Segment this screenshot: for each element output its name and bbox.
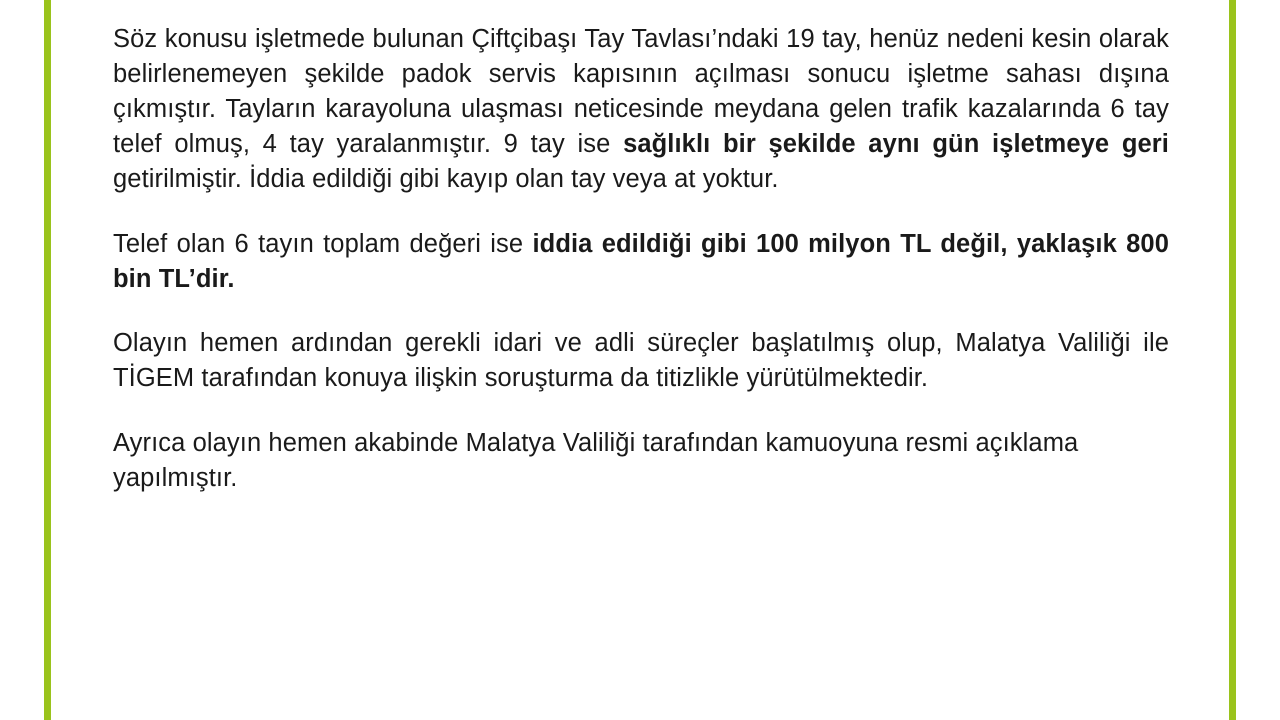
paragraph-1 xyxy=(113,22,1169,197)
bold-run: iddia edildiği gibi 100 milyon TL değil, yaklaşık 800 bin TL’dir. xyxy=(113,229,1169,293)
text-run: getirilmiştir. İddia edildiği gibi kayıp olan tay veya at yoktur. xyxy=(113,164,779,193)
text-run: Söz konusu işletmede bulunan Çiftçibaşı Tay Tavlası’ndaki 19 tay, henüz nedeni kesin olarak belirlenemeyen şekilde padok servis kapısının açılması sonucu işletme sahası dışına çıkmıştır. Tayların karayoluna ulaşması neticesinde meydana gelen trafik kazalarında 6 tay telef olmuş, 4 tay yaralanmıştır. 9 tay ise xyxy=(113,25,1169,158)
text-run: Ayrıca olayın hemen akabinde Malatya Valiliği tarafından kamuoyuna resmi açıklama yapılmıştır. xyxy=(113,429,1079,493)
right-accent-bar xyxy=(1229,0,1236,720)
paragraph-3 xyxy=(113,326,1169,396)
slide-body-text xyxy=(113,22,1169,496)
paragraph-2 xyxy=(113,227,1169,297)
bold-run: sağlıklı bir şekilde aynı gün işletmeye geri xyxy=(623,129,1169,158)
text-run: Telef olan 6 tayın toplam değeri ise xyxy=(113,229,533,258)
paragraph-4 xyxy=(113,426,1169,496)
text-run: Olayın hemen ardından gerekli idari ve adli süreçler başlatılmış olup, Malatya Valiliği ile TİGEM tarafından konuya ilişkin soruşturma da titizlikle yürütülmektedir. xyxy=(113,329,1169,393)
left-accent-bar xyxy=(44,0,51,720)
